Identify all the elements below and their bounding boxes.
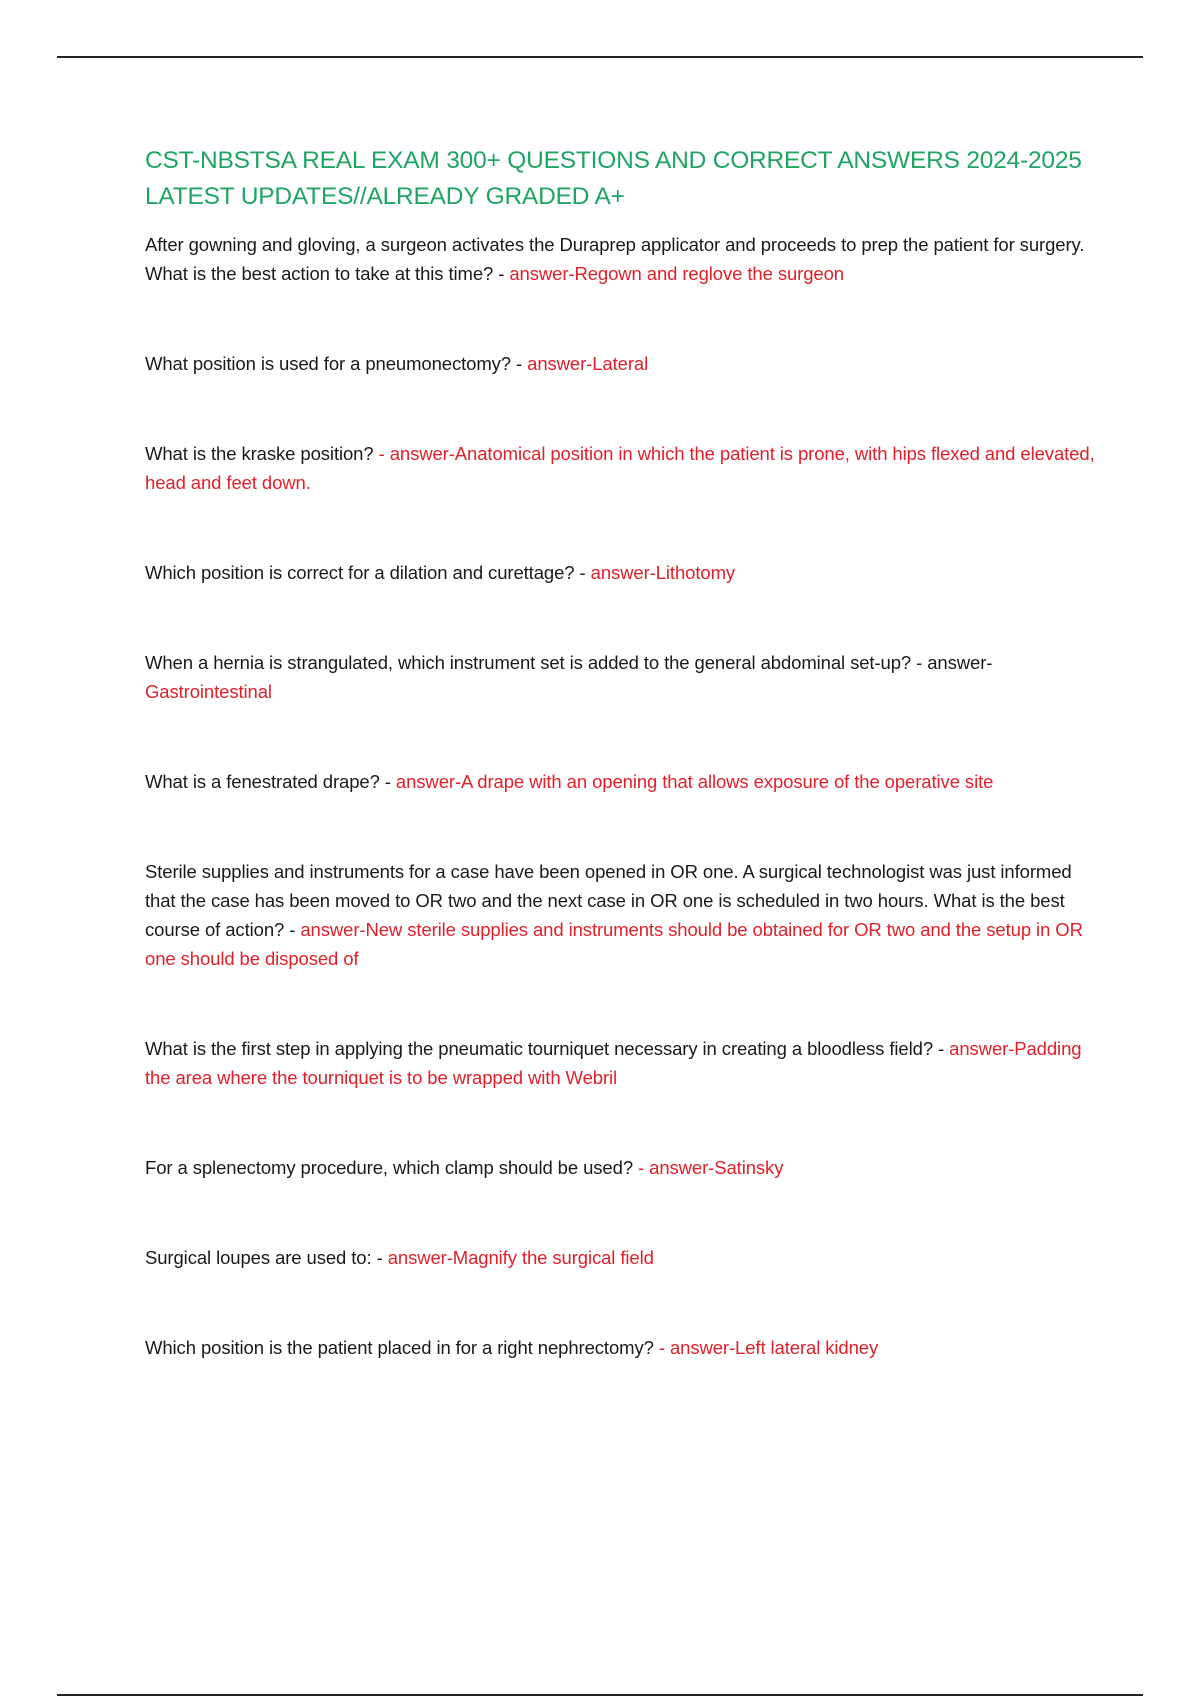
- question-text: What is a fenestrated drape? -: [145, 771, 396, 792]
- document-body: [145, 143, 1095, 1362]
- question-text: For a splenectomy procedure, which clamp should be used?: [145, 1157, 639, 1178]
- answer-text: answer-Padding the area where the tourniquet is to be wrapped with Webril: [145, 1038, 1082, 1088]
- question-text: Which position is correct for a dilation and curettage? -: [145, 562, 591, 583]
- answer-text: answer-Magnify the surgical field: [387, 1247, 654, 1268]
- qa-item: [145, 767, 1095, 796]
- qa-item: [145, 1034, 1095, 1092]
- qa-item: [145, 1153, 1095, 1182]
- qa-item: [145, 857, 1095, 973]
- question-text: Surgical loupes are used to: -: [145, 1247, 388, 1268]
- answer-text: answer-Lithotomy: [590, 562, 736, 583]
- qa-item: [145, 648, 1095, 706]
- answer-text: answer-Regown and reglove the surgeon: [509, 263, 844, 284]
- qa-item: [145, 558, 1095, 587]
- answer-text: answer-Lateral: [527, 353, 649, 374]
- qa-item: [145, 230, 1095, 288]
- answer-text: - answer-Left lateral kidney: [658, 1337, 879, 1358]
- question-text: What is the first step in applying the pneumatic tourniquet necessary in creating a bloodless field? -: [145, 1038, 950, 1059]
- question-text: Which position is the patient placed in for a right nephrectomy?: [145, 1337, 659, 1358]
- qa-item: [145, 439, 1095, 497]
- question-text: What is the kraske position?: [145, 443, 379, 464]
- qa-item: [145, 349, 1095, 378]
- question-text: After gowning and gloving, a surgeon activates the Duraprep applicator and proceeds to prep the patient for surgery. What is the best action to take at this time? -: [145, 234, 1085, 284]
- document-title: CST-NBSTSA REAL EXAM 300+ QUESTIONS AND CORRECT ANSWERS 2024-2025 LATEST UPDATES//ALREADY GRADED A+: [145, 147, 1082, 210]
- question-text: Sterile supplies and instruments for a case have been opened in OR one. A surgical technologist was just informed that the case has been moved to OR two and the next case in OR one is scheduled in two hours. What is the best course of action? -: [145, 861, 1072, 940]
- top-rule: [57, 56, 1143, 58]
- answer-text: Gastrointestinal: [145, 681, 272, 702]
- answer-text: answer-A drape with an opening that allows exposure of the operative site: [395, 771, 994, 792]
- bottom-rule: [57, 1694, 1143, 1696]
- qa-item: [145, 1333, 1095, 1362]
- answer-text: answer-New sterile supplies and instruments should be obtained for OR two and the setup in OR one should be disposed of: [145, 919, 1083, 969]
- question-text: When a hernia is strangulated, which instrument set is added to the general abdominal set-up? - answer-: [145, 652, 993, 673]
- answer-text: - answer-Anatomical position in which the patient is prone, with hips flexed and elevated, head and feet down.: [145, 443, 1095, 493]
- qa-item: [145, 1243, 1095, 1272]
- answer-text: - answer-Satinsky: [638, 1157, 784, 1178]
- question-text: What position is used for a pneumonectomy? -: [145, 353, 528, 374]
